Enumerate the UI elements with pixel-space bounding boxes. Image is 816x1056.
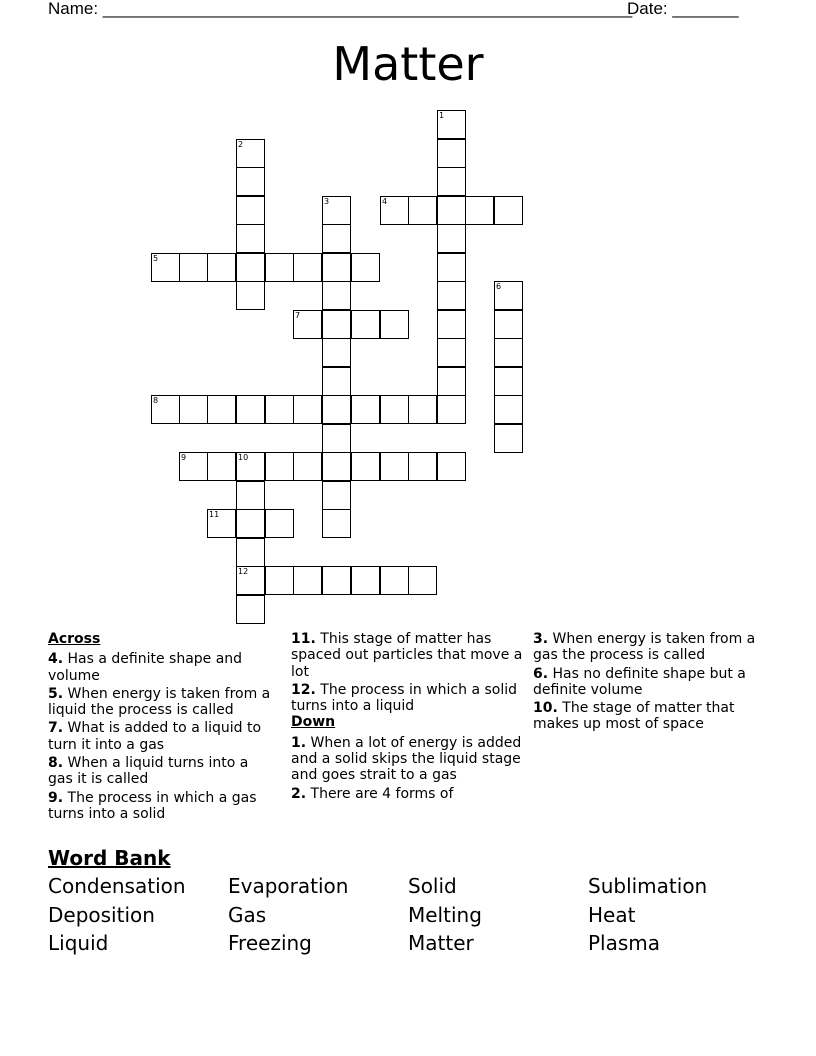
word-bank-title: Word Bank bbox=[48, 846, 171, 870]
crossword-cell[interactable] bbox=[236, 595, 265, 624]
word-bank-item: Heat bbox=[588, 903, 636, 927]
crossword-cell[interactable] bbox=[179, 395, 208, 424]
crossword-cell[interactable] bbox=[408, 196, 437, 225]
crossword-cell[interactable] bbox=[437, 395, 466, 424]
crossword-cell[interactable] bbox=[494, 310, 523, 339]
clue-text: The stage of matter that makes up most of space bbox=[533, 700, 735, 733]
crossword-cell[interactable] bbox=[437, 338, 466, 367]
crossword-cell[interactable] bbox=[265, 509, 294, 538]
crossword-cell[interactable] bbox=[265, 253, 294, 282]
crossword-cell[interactable] bbox=[322, 566, 351, 595]
crossword-cell[interactable] bbox=[236, 167, 265, 196]
clue-number: 1. bbox=[291, 734, 307, 751]
crossword-cell[interactable] bbox=[207, 509, 236, 538]
crossword-cell[interactable] bbox=[236, 481, 265, 510]
crossword-cell[interactable] bbox=[494, 196, 523, 225]
crossword-cell[interactable] bbox=[351, 253, 380, 282]
clue-number: 5 bbox=[153, 254, 159, 263]
crossword-cell[interactable] bbox=[494, 367, 523, 396]
crossword-cell[interactable] bbox=[437, 139, 466, 168]
word-bank-item: Solid bbox=[408, 874, 457, 898]
clue bbox=[291, 735, 523, 784]
crossword-cell[interactable] bbox=[322, 395, 351, 424]
clues-column-2 bbox=[291, 631, 523, 804]
crossword-cell[interactable] bbox=[322, 196, 351, 225]
clue bbox=[291, 786, 523, 802]
crossword-cell[interactable] bbox=[236, 281, 265, 310]
page-title: Matter bbox=[332, 37, 484, 91]
clue-number: 1 bbox=[439, 111, 445, 120]
crossword-cell[interactable] bbox=[437, 110, 466, 139]
clue-number: 8 bbox=[153, 396, 159, 405]
crossword-cell[interactable] bbox=[207, 253, 236, 282]
word-bank-item: Plasma bbox=[588, 931, 661, 955]
crossword-cell[interactable] bbox=[380, 196, 409, 225]
word-bank-item: Matter bbox=[408, 931, 474, 955]
clue-number: 2. bbox=[291, 785, 307, 802]
crossword-cell[interactable] bbox=[351, 452, 380, 481]
crossword-cell[interactable] bbox=[437, 224, 466, 253]
crossword-cell[interactable] bbox=[494, 281, 523, 310]
crossword-cell[interactable] bbox=[293, 395, 322, 424]
clues-column-3 bbox=[533, 631, 758, 735]
word-bank-item: Liquid bbox=[48, 931, 109, 955]
clue-number: 11 bbox=[209, 510, 220, 519]
clue bbox=[48, 720, 273, 753]
clue-number: 4 bbox=[382, 197, 388, 206]
crossword-cell[interactable] bbox=[437, 452, 466, 481]
clue-text: When energy is taken from a gas the process is called bbox=[533, 631, 756, 664]
crossword-cell[interactable] bbox=[236, 566, 265, 595]
crossword-cell[interactable] bbox=[151, 253, 180, 282]
clue-text: The process in which a gas turns into a solid bbox=[48, 789, 257, 822]
clue bbox=[533, 700, 758, 733]
clue-text: The process in which a solid turns into a liquid bbox=[291, 681, 518, 715]
crossword-cell[interactable] bbox=[437, 196, 466, 225]
crossword-cell[interactable] bbox=[322, 224, 351, 253]
crossword-cell[interactable] bbox=[494, 338, 523, 367]
crossword-cell[interactable] bbox=[236, 509, 265, 538]
crossword-cell[interactable] bbox=[351, 395, 380, 424]
crossword-cell[interactable] bbox=[322, 481, 351, 510]
clues-column-1 bbox=[48, 631, 273, 824]
crossword-cell[interactable] bbox=[322, 424, 351, 453]
clue-text: This stage of matter has spaced out particles that move a lot bbox=[291, 631, 523, 680]
clue bbox=[48, 790, 273, 823]
crossword-cell[interactable] bbox=[465, 196, 494, 225]
crossword-cell[interactable] bbox=[265, 395, 294, 424]
clue-number: 7. bbox=[48, 720, 64, 737]
crossword-cell[interactable] bbox=[236, 395, 265, 424]
crossword-cell[interactable] bbox=[380, 310, 409, 339]
clue-text: There are 4 forms of bbox=[306, 785, 454, 802]
crossword-cell[interactable] bbox=[322, 310, 351, 339]
crossword-cell[interactable] bbox=[322, 509, 351, 538]
crossword-cell[interactable] bbox=[179, 253, 208, 282]
crossword-cell[interactable] bbox=[236, 253, 265, 282]
crossword-cell[interactable] bbox=[351, 566, 380, 595]
crossword-cell[interactable] bbox=[322, 367, 351, 396]
clue-text: When a lot of energy is added and a solid skips the liquid stage and goes strait to a gas bbox=[291, 734, 522, 784]
name-field-label: Name: ________________________________________________________ bbox=[48, 0, 633, 18]
clue bbox=[48, 755, 273, 788]
crossword-cell[interactable] bbox=[437, 367, 466, 396]
clue-number: 10 bbox=[238, 453, 249, 462]
word-bank-item: Melting bbox=[408, 903, 482, 927]
crossword-cell[interactable] bbox=[265, 452, 294, 481]
clue bbox=[291, 631, 523, 680]
clue bbox=[533, 666, 758, 699]
clue-number: 9 bbox=[181, 453, 187, 462]
clue bbox=[48, 686, 273, 719]
clue-number: 3. bbox=[533, 631, 549, 647]
clue-text: Has a definite shape and volume bbox=[48, 651, 243, 684]
clue-number: 6 bbox=[496, 282, 502, 291]
crossword-cell[interactable] bbox=[494, 424, 523, 453]
crossword-cell[interactable] bbox=[380, 395, 409, 424]
crossword-cell[interactable] bbox=[408, 566, 437, 595]
word-bank-item: Sublimation bbox=[588, 874, 708, 898]
crossword-cell[interactable] bbox=[293, 452, 322, 481]
clue-number: 6. bbox=[533, 665, 549, 682]
clue-number: 12 bbox=[238, 567, 249, 576]
crossword-cell[interactable] bbox=[179, 452, 208, 481]
clue-text: What is added to a liquid to turn it into a gas bbox=[48, 720, 262, 753]
clue-number: 4. bbox=[48, 651, 64, 668]
word-bank-item: Evaporation bbox=[228, 874, 349, 898]
across-heading: Across bbox=[48, 631, 101, 647]
word-bank-item: Deposition bbox=[48, 903, 155, 927]
crossword-cell[interactable] bbox=[207, 395, 236, 424]
crossword-cell[interactable] bbox=[408, 452, 437, 481]
crossword-cell[interactable] bbox=[380, 566, 409, 595]
date-field-label: Date: _______ bbox=[627, 0, 739, 18]
crossword-cell[interactable] bbox=[236, 538, 265, 567]
crossword-cell[interactable] bbox=[494, 395, 523, 424]
crossword-cell[interactable] bbox=[351, 310, 380, 339]
crossword-cell[interactable] bbox=[236, 224, 265, 253]
crossword-cell[interactable] bbox=[293, 310, 322, 339]
crossword-cell[interactable] bbox=[322, 452, 351, 481]
crossword-cell[interactable] bbox=[236, 196, 265, 225]
crossword-cell[interactable] bbox=[380, 452, 409, 481]
word-bank-item: Condensation bbox=[48, 874, 186, 898]
clue-number: 3 bbox=[324, 197, 330, 206]
crossword-cell[interactable] bbox=[437, 253, 466, 282]
clue-number: 12. bbox=[291, 681, 316, 698]
clue-number: 9. bbox=[48, 789, 64, 806]
clue-number: 5. bbox=[48, 685, 64, 702]
crossword-cell[interactable] bbox=[322, 338, 351, 367]
clue bbox=[533, 631, 758, 664]
crossword-cell[interactable] bbox=[236, 139, 265, 168]
clue-number: 2 bbox=[238, 140, 244, 149]
crossword-cell[interactable] bbox=[293, 253, 322, 282]
clue-number: 10. bbox=[533, 700, 558, 717]
word-bank-item: Gas bbox=[228, 903, 267, 927]
word-bank-item: Freezing bbox=[228, 931, 312, 955]
clue-text: Has no definite shape but a definite volume bbox=[533, 665, 746, 698]
crossword-cell[interactable] bbox=[437, 167, 466, 196]
clue-text: When a liquid turns into a gas it is called bbox=[48, 755, 249, 788]
crossword-cell[interactable] bbox=[322, 281, 351, 310]
clue-number: 11. bbox=[291, 631, 316, 647]
clue-number: 8. bbox=[48, 755, 64, 772]
clue bbox=[48, 651, 273, 684]
clue-text: When energy is taken from a liquid the process is called bbox=[48, 685, 271, 719]
crossword-cell[interactable] bbox=[207, 452, 236, 481]
crossword-cell[interactable] bbox=[293, 566, 322, 595]
clue-number: 7 bbox=[295, 311, 301, 320]
crossword-cell[interactable] bbox=[265, 566, 294, 595]
crossword-cell[interactable] bbox=[151, 395, 180, 424]
crossword-cell[interactable] bbox=[437, 310, 466, 339]
crossword-cell[interactable] bbox=[322, 253, 351, 282]
clue bbox=[291, 682, 523, 715]
crossword-cell[interactable] bbox=[437, 281, 466, 310]
down-heading: Down bbox=[291, 714, 336, 731]
crossword-cell[interactable] bbox=[236, 452, 265, 481]
crossword-cell[interactable] bbox=[408, 395, 437, 424]
